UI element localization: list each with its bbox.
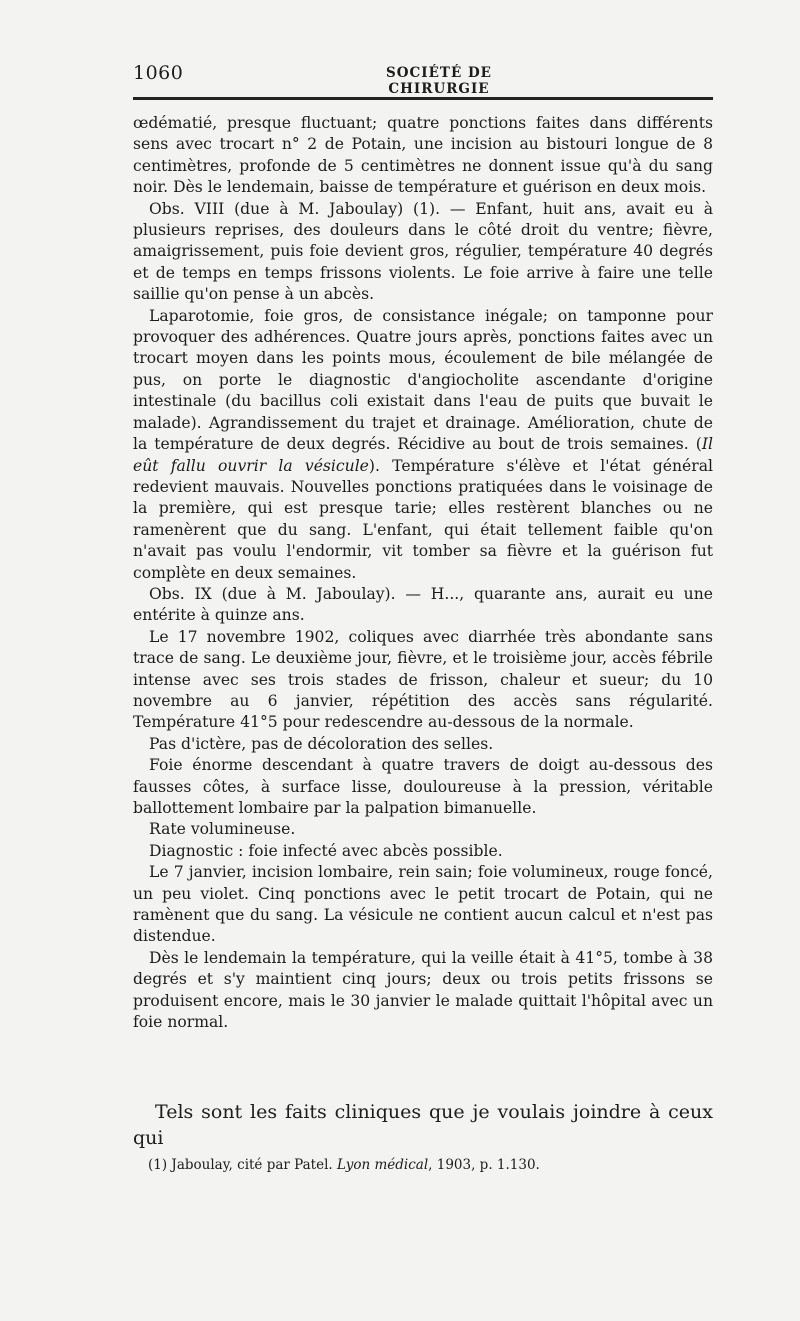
paragraph-laparotomie-continued: . Température s'élève et l'état général redevient mauvais. Nouvelles ponctions pratiquées dans le voisinage de la première, qui est presque tarie; elles restèrent blanches ou ne ramenèrent que du sang. L'enfant, qui était tellement faible qu'on n'avait pas voulu l'endormir, vit tomber sa fièvre et la guérison fut complète en deux semaines.: [133, 456, 713, 582]
footnote: [148, 1156, 708, 1174]
italic-remark: Il eût fallu ouvrir la vésicule: [133, 435, 713, 475]
paragraph-laparotomie-text: Laparotomie, foie gros, de consistance inégale; on tamponne pour provoquer des adhérences. Quatre jours après, ponctions faites avec un trocart moyen dans les points mous, écoulement de bile mélangée de pus, on porte le diagnostic d'angiocholite ascendante d'origine intestinale (du bacillus coli existait dans l'eau de puits que buvait le malade). Agrandissement du trajet et drainage. Amélioration, chute de la température de deux degrés. Récidive au bout de trois semaines.: [133, 306, 713, 454]
paragraph-ictere: Pas d'ictère, pas de décoloration des selles.: [149, 734, 494, 753]
paragraph-diagnostic: Diagnostic : foie infecté avec abcès possible.: [149, 841, 503, 860]
paragraph-laparotomie: [133, 306, 713, 584]
header-rule: [133, 97, 713, 100]
page-number: 1060: [133, 62, 184, 84]
running-head: [133, 62, 713, 97]
closing-line: Tels sont les faits cliniques que je voulais joindre à ceux qui: [133, 1101, 713, 1149]
paragraph-vesicule-remark: (Il eût fallu ouvrir la vésicule): [133, 435, 713, 475]
paragraph-obs-ix: Obs. IX (due à M. Jaboulay). — H..., quarante ans, aurait eu une entérite à quinze ans.: [133, 584, 713, 625]
footnote-marker: (1): [148, 1157, 168, 1173]
paragraph-foie-enorme: Foie énorme descendant à quatre travers de doigt au-dessous des fausses côtes, à surface lisse, douloureuse à la pression, véritable ballottement lombaire par la palpation bimanuelle.: [133, 756, 713, 817]
footnote-author: Jaboulay, cité par Patel.: [171, 1157, 333, 1173]
paragraph-obs-vii-end: œdématié, presque fluctuant; quatre ponctions faites dans différents sens avec trocart n° 2 de Potain, une incision au bistouri longue de 8 centimètres, profonde de 5 centimètres ne donnent issue qu'à du sang noir. Dès le lendemain, baisse de température et guérison en deux mois.: [133, 114, 713, 197]
footnote-journal: Lyon médical: [337, 1157, 429, 1173]
paragraph-lendemain: Dès le lendemain la température, qui la veille était à 41°5, tombe à 38 degrés et s'y maintient cinq jours; deux ou trois petits frissons se produisent encore, mais le 30 janvier le malade quittait l'hôpital avec un foie normal.: [133, 948, 713, 1032]
paragraph-rate: Rate volumineuse.: [149, 820, 296, 839]
paragraph-janvier: Le 7 janvier, incision lombaire, rein sain; foie volumineux, rouge foncé, un peu violet. Cinq ponctions avec le petit trocart de Potain, qui ne ramènent que du sang. La vésicule ne contient aucun calcul et n'est pas distendue.: [133, 863, 713, 946]
body-text: [133, 113, 713, 1033]
footnote-details: , 1903, p. 1.130.: [428, 1157, 540, 1173]
paragraph-novembre: Le 17 novembre 1902, coliques avec diarrhée très abondante sans trace de sang. Le deuxième jour, fièvre, et le troisième jour, accès fébrile intense avec ses trois stades de frisson, chaleur et sueur; du 10 novembre au 6 janvier, répétition des accès sans régularité. Température 41°5 pour redescendre au-dessous de la normale.: [133, 627, 713, 732]
journal-title: SOCIÉTÉ DE CHIRURGIE: [386, 65, 492, 97]
paragraph-obs-viii: Obs. VIII (due à M. Jaboulay) (1). — Enfant, huit ans, avait eu à plusieurs reprises, des douleurs dans le côté droit du ventre; fièvre, amaigrissement, puis foie devient gros, régulier, température 40 degrés et de temps en temps frissons violents. Le foie arrive à faire une telle saillie qu'on pense à un abcès.: [133, 199, 713, 304]
